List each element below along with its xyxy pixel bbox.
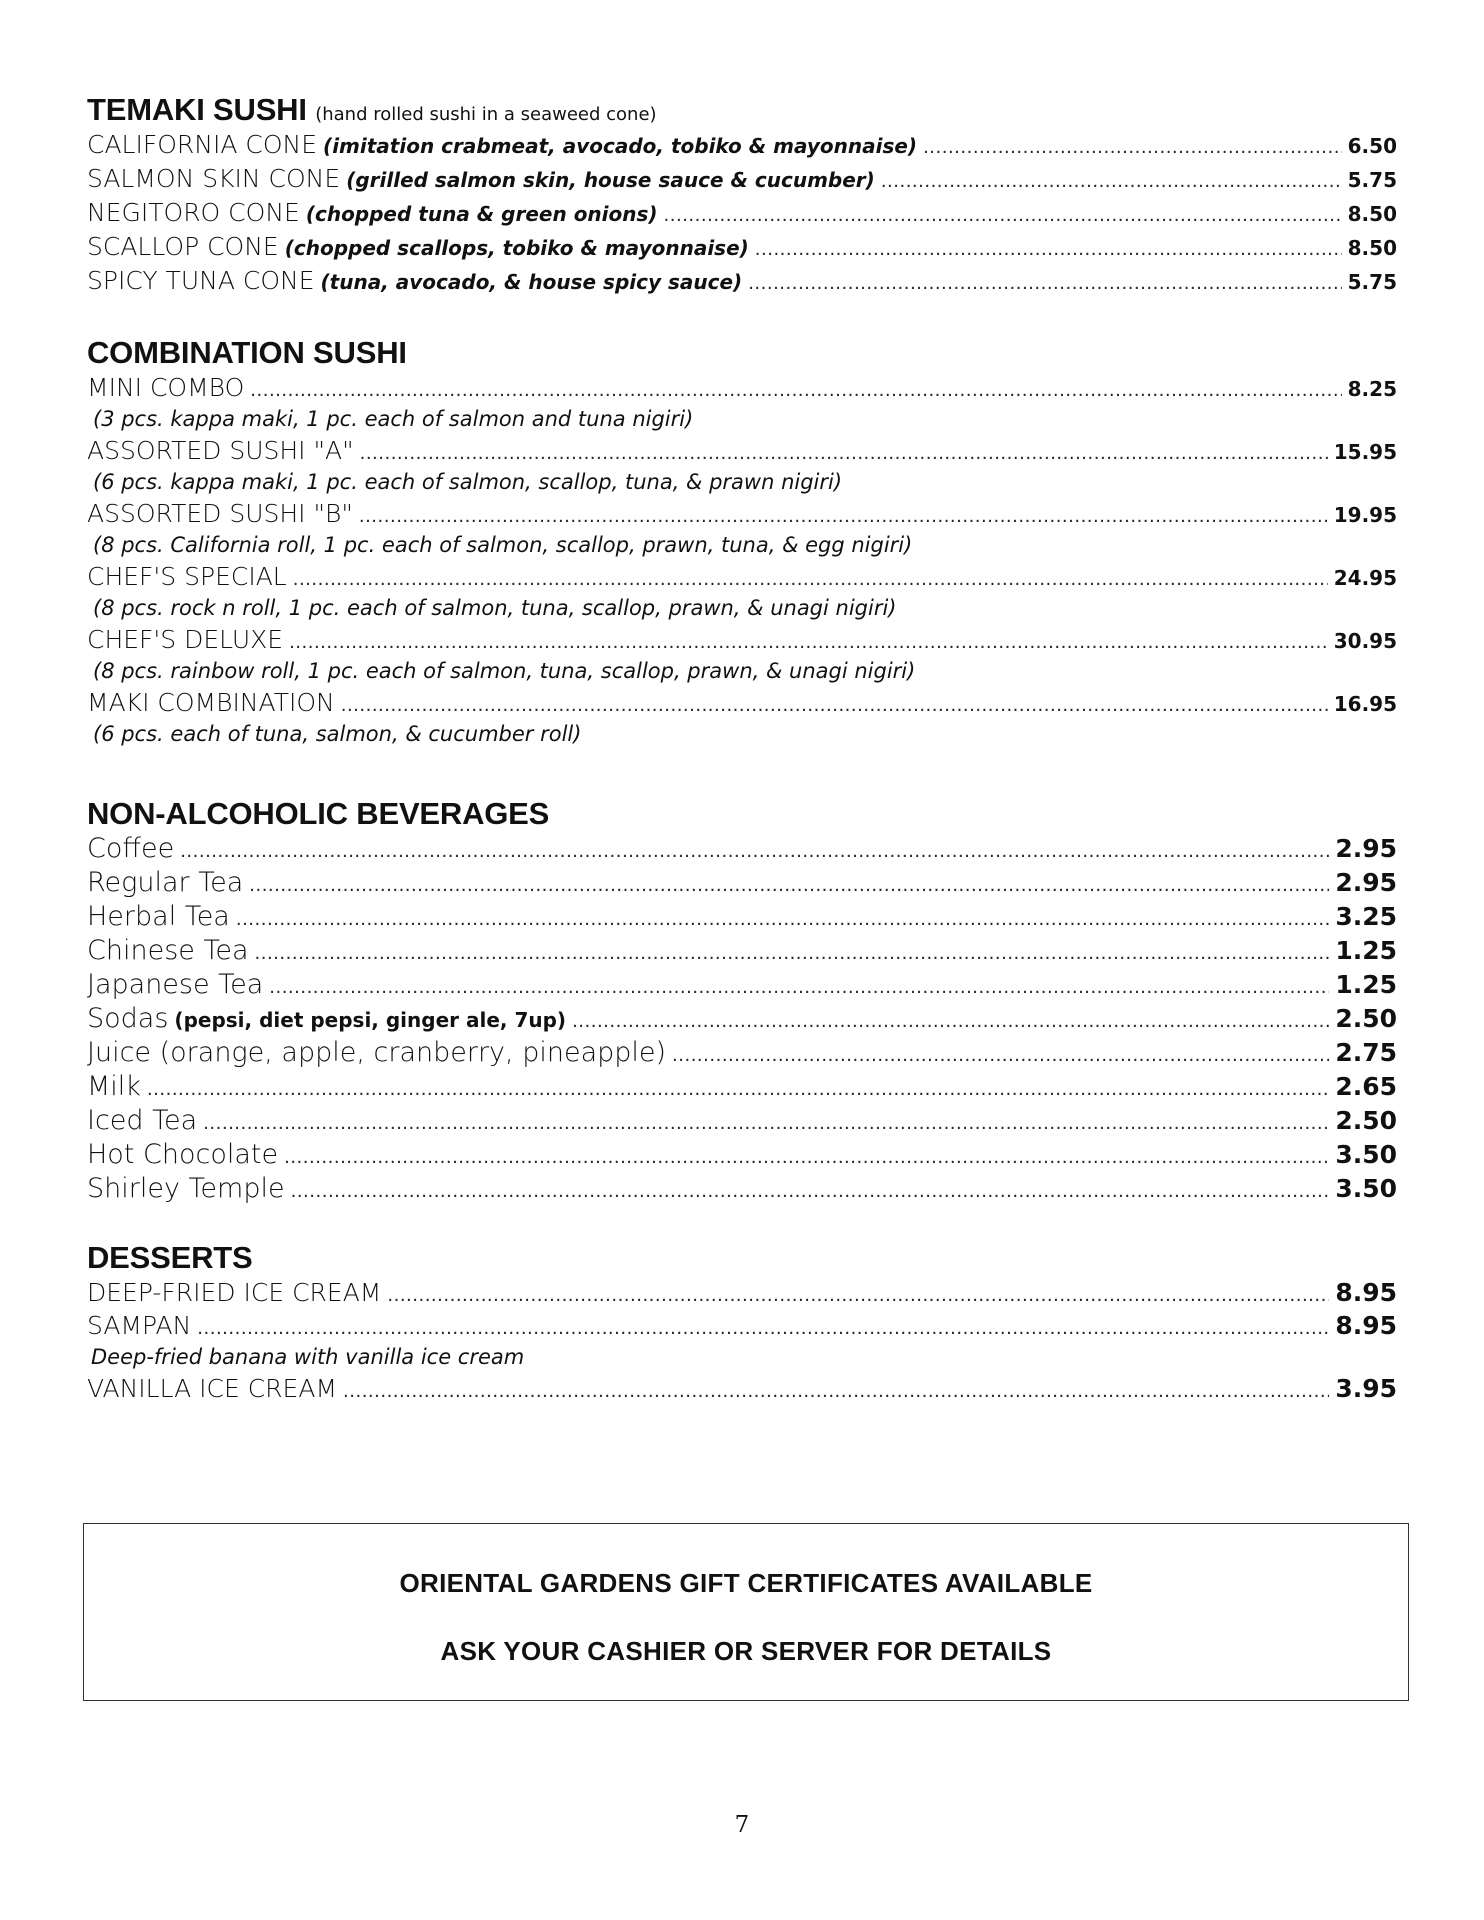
item-name: SCALLOP CONE [87,232,279,261]
item-note: (8 pcs. rock n roll, 1 pc. each of salmon, tuna, scallop, prawn, & unagi nigiri) [93,596,897,620]
item-name: Herbal Tea [87,901,230,932]
item-name: CHEF'S DELUXE [87,625,284,654]
menu-item-row [87,1070,1397,1104]
item-price: 3.95 [1335,1374,1397,1403]
item-name: SAMPAN [87,1311,192,1340]
dot-leader [203,1107,1329,1141]
menu-item-row [87,866,1397,900]
menu-item-row [87,128,1397,162]
item-name: CALIFORNIA CONE [87,130,318,159]
menu-item-row [87,434,1397,467]
dot-leader [197,1312,1329,1345]
menu-item-row [87,1104,1397,1138]
temaki-title: TEMAKI SUSHI [87,92,307,127]
item-note: Deep-fried banana with vanilla ice cream [91,1345,525,1369]
dot-leader [664,199,1342,233]
item-price: 3.50 [1335,1140,1397,1169]
desserts-title: DESSERTS [87,1240,253,1275]
item-name: MAKI COMBINATION [87,688,335,717]
item-price: 2.50 [1335,1106,1397,1135]
item-name: SPICY TUNA CONE [87,266,315,295]
section-title [87,92,1397,128]
item-price: 2.95 [1335,868,1397,897]
item-note: (6 pcs. each of tuna, salmon, & cucumber roll) [93,722,582,746]
dot-leader [341,689,1328,722]
item-price: 3.50 [1335,1174,1397,1203]
item-price: 1.25 [1335,970,1397,999]
menu-item-row [87,832,1397,866]
dot-leader [672,1039,1329,1073]
item-price: 6.50 [1347,134,1397,158]
item-price: 2.50 [1335,1004,1397,1033]
menu-item-row [87,264,1397,298]
item-price: 16.95 [1333,692,1397,716]
dot-leader [748,267,1341,301]
menu-item-row [87,623,1397,656]
gift-certificate-details: ASK YOUR CASHIER OR SERVER FOR DETAILS [440,1636,1052,1666]
dot-leader [255,937,1330,971]
dot-leader [250,374,1341,407]
menu-item-row [87,560,1397,593]
combination-section [87,335,1397,749]
item-name: MINI COMBO [87,373,245,402]
dot-leader [923,131,1342,165]
temaki-section [87,92,1397,298]
menu-item-row [87,686,1397,719]
menu-item-row [87,1036,1397,1070]
menu-item-row [87,1372,1397,1405]
item-name: Coffee [87,833,175,864]
menu-item-row [87,968,1397,1002]
menu-item-row [87,1172,1397,1206]
dot-leader [360,437,1328,470]
item-name: Hot Chocolate [87,1139,279,1170]
item-note: (6 pcs. kappa maki, 1 pc. each of salmon, scallop, tuna, & prawn nigiri) [93,470,843,494]
menu-item-row [87,1276,1397,1309]
item-price: 30.95 [1333,629,1397,653]
item-description: (grilled salmon skin, house sauce & cucumber) [346,168,875,192]
dot-leader [343,1375,1329,1408]
item-price: 8.95 [1335,1278,1397,1307]
menu-item-row [87,1002,1397,1036]
item-name: Juice (orange, apple, cranberry, pineapple) [87,1037,667,1068]
menu-item-row [87,196,1397,230]
item-price: 2.95 [1335,834,1397,863]
menu-item-row [87,900,1397,934]
item-name: Milk [87,1071,141,1102]
item-price: 2.65 [1335,1072,1397,1101]
dot-leader [755,233,1342,267]
item-price: 8.50 [1347,202,1397,226]
dot-leader [289,626,1328,659]
item-price: 1.25 [1335,936,1397,965]
dot-leader [249,869,1329,903]
item-price: 8.25 [1347,377,1397,401]
item-name: CHEF'S SPECIAL [87,562,287,591]
item-note: (8 pcs. California roll, 1 pc. each of salmon, scallop, prawn, tuna, & egg nigiri) [93,533,913,557]
temaki-subtitle: (hand rolled sushi in a seaweed cone) [315,104,657,125]
item-description: (tuna, avocado, & house spicy sauce) [320,270,743,294]
beverages-section [87,796,1397,1206]
desserts-section [87,1240,1397,1405]
item-name: NEGITORO CONE [87,198,300,227]
item-name: DEEP-FRIED ICE CREAM [87,1278,382,1307]
item-name: ASSORTED SUSHI "A" [87,436,354,465]
dot-leader [147,1073,1329,1107]
item-name: Shirley Temple [87,1173,285,1204]
menu-item-row [87,1138,1397,1172]
menu-item-row [87,934,1397,968]
menu-item-row [87,230,1397,264]
menu-item-row [87,497,1397,530]
item-name: Iced Tea [87,1105,198,1136]
gift-certificate-heading: ORIENTAL GARDENS GIFT CERTIFICATES AVAILABLE [399,1568,1093,1598]
item-price: 8.95 [1335,1311,1397,1340]
dot-leader [359,500,1328,533]
item-price: 19.95 [1333,503,1397,527]
page-number: 7 [734,1812,750,1838]
dot-leader [236,903,1329,937]
item-name: ASSORTED SUSHI "B" [87,499,353,528]
item-name: SALMON SKIN CONE [87,164,341,193]
item-note: (3 pcs. kappa maki, 1 pc. each of salmon and tuna nigiri) [93,407,694,431]
dot-leader [180,835,1329,869]
item-price: 24.95 [1333,566,1397,590]
item-name: Regular Tea [87,867,244,898]
menu-item-row [87,162,1397,196]
item-price: 15.95 [1333,440,1397,464]
item-name: Sodas [87,1003,169,1034]
dot-leader [293,563,1328,596]
dot-leader [387,1279,1329,1312]
dot-leader [284,1141,1329,1175]
item-price: 2.75 [1335,1038,1397,1067]
gift-certificate-box [83,1523,1409,1701]
item-price: 8.50 [1347,236,1397,260]
dot-leader [572,1005,1329,1039]
menu-item-row [87,371,1397,404]
item-name: VANILLA ICE CREAM [87,1374,338,1403]
dot-leader [269,971,1329,1005]
item-name: Chinese Tea [87,935,249,966]
item-note: (8 pcs. rainbow roll, 1 pc. each of salmon, tuna, scallop, prawn, & unagi nigiri) [93,659,916,683]
item-description: (imitation crabmeat, avocado, tobiko & mayonnaise) [323,134,918,158]
item-name: Japanese Tea [87,969,264,1000]
beverages-title: NON-ALCOHOLIC BEVERAGES [87,796,550,831]
item-price: 5.75 [1347,168,1397,192]
item-description: (chopped scallops, tobiko & mayonnaise) [284,236,749,260]
item-price: 5.75 [1347,270,1397,294]
item-description: (chopped tuna & green onions) [305,202,658,226]
dot-leader [881,165,1342,199]
item-price: 3.25 [1335,902,1397,931]
menu-item-row [87,1309,1397,1342]
item-description: (pepsi, diet pepsi, ginger ale, 7up) [174,1008,567,1032]
combination-title: COMBINATION SUSHI [87,335,407,370]
dot-leader [291,1175,1330,1209]
